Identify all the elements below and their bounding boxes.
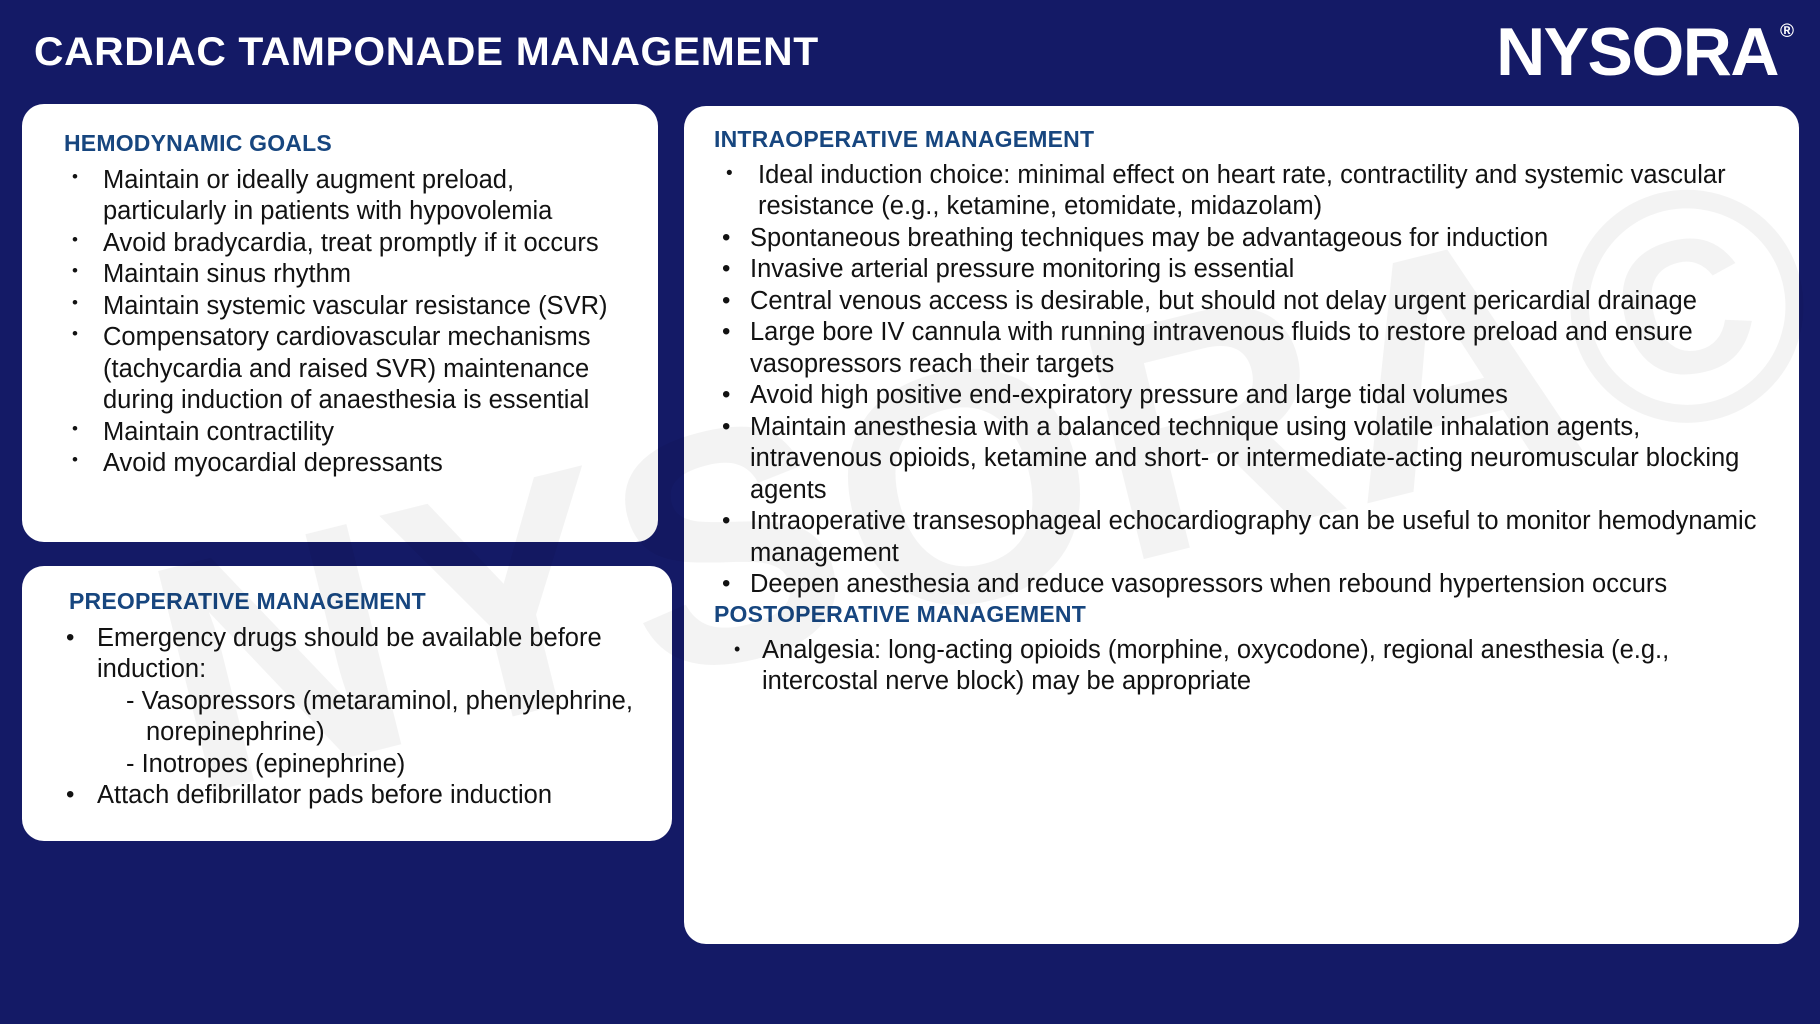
logo-wordmark: NYSORA [1496, 14, 1778, 90]
card-preoperative-management [22, 566, 672, 841]
list-item: • Central venous access is desirable, but should not delay urgent pericardial drainage [706, 286, 1779, 317]
list-item: • Intraoperative transesophageal echocardiography can be useful to monitor hemodynamic management [706, 506, 1779, 569]
list-item: • Avoid myocardial depressants [43, 448, 638, 479]
sub-list-item: - Inotropes (epinephrine) [126, 749, 406, 778]
list-item: • Attach defibrillator pads before induction [44, 780, 654, 811]
registered-trademark-icon: ® [1780, 21, 1794, 42]
sub-list-item: - Vasopressors (metaraminol, phenylephrine, norepinephrine) [126, 686, 633, 747]
list-item: • Avoid high positive end-expiratory pressure and large tidal volumes [706, 380, 1779, 411]
list-item: • Invasive arterial pressure monitoring is essential [706, 254, 1779, 285]
section-heading-intraoperative-management: INTRAOPERATIVE MANAGEMENT [714, 126, 1095, 152]
list-item: • Maintain systemic vascular resistance (SVR) [43, 291, 638, 322]
postoperative-management-list [706, 635, 1779, 698]
hemodynamic-goals-list [43, 165, 638, 480]
section-heading-postoperative-management: POSTOPERATIVE MANAGEMENT [714, 600, 1086, 627]
list-item: • Large bore IV cannula with running intravenous fluids to restore preload and ensure vasopressors reach their targets [706, 317, 1779, 380]
list-item: • Emergency drugs should be available before induction: [44, 623, 654, 686]
list-item: • Ideal induction choice: minimal effect on heart rate, contractility and systemic vascular resistance (e.g., ketamine, etomidate, midazolam) [706, 160, 1779, 223]
list-item: • Maintain or ideally augment preload, particularly in patients with hypovolemia [43, 165, 638, 228]
list-item: • Maintain sinus rhythm [43, 259, 638, 290]
card-intraoperative-management [684, 106, 1799, 944]
list-item: • Spontaneous breathing techniques may be advantageous for induction [706, 223, 1779, 254]
card-hemodynamic-goals [22, 104, 658, 542]
page-title: CARDIAC TAMPONADE MANAGEMENT [34, 29, 819, 74]
list-item: • Analgesia: long-acting opioids (morphine, oxycodone), regional anesthesia (e.g., intercostal nerve block) may be appropriate [706, 635, 1779, 698]
list-item: • Deepen anesthesia and reduce vasopressors when rebound hypertension occurs [706, 569, 1779, 600]
nysora-logo [1496, 14, 1794, 90]
section-heading-preoperative-management: PREOPERATIVE MANAGEMENT [69, 588, 426, 614]
intraoperative-management-list [706, 160, 1779, 601]
preoperative-management-list [44, 623, 654, 812]
list-item: • Compensatory cardiovascular mechanisms (tachycardia and raised SVR) maintenance during induction of anaesthesia is essential [43, 322, 638, 416]
page-header [0, 0, 1820, 104]
section-heading-hemodynamic-goals: HEMODYNAMIC GOALS [64, 130, 332, 156]
list-item: • Maintain anesthesia with a balanced technique using volatile inhalation agents, intravenous opioids, ketamine and short- or intermediate-acting neuromuscular blocking agents [706, 412, 1779, 506]
list-item: • Maintain contractility [43, 417, 638, 448]
list-item: • Avoid bradycardia, treat promptly if it occurs [43, 228, 638, 259]
